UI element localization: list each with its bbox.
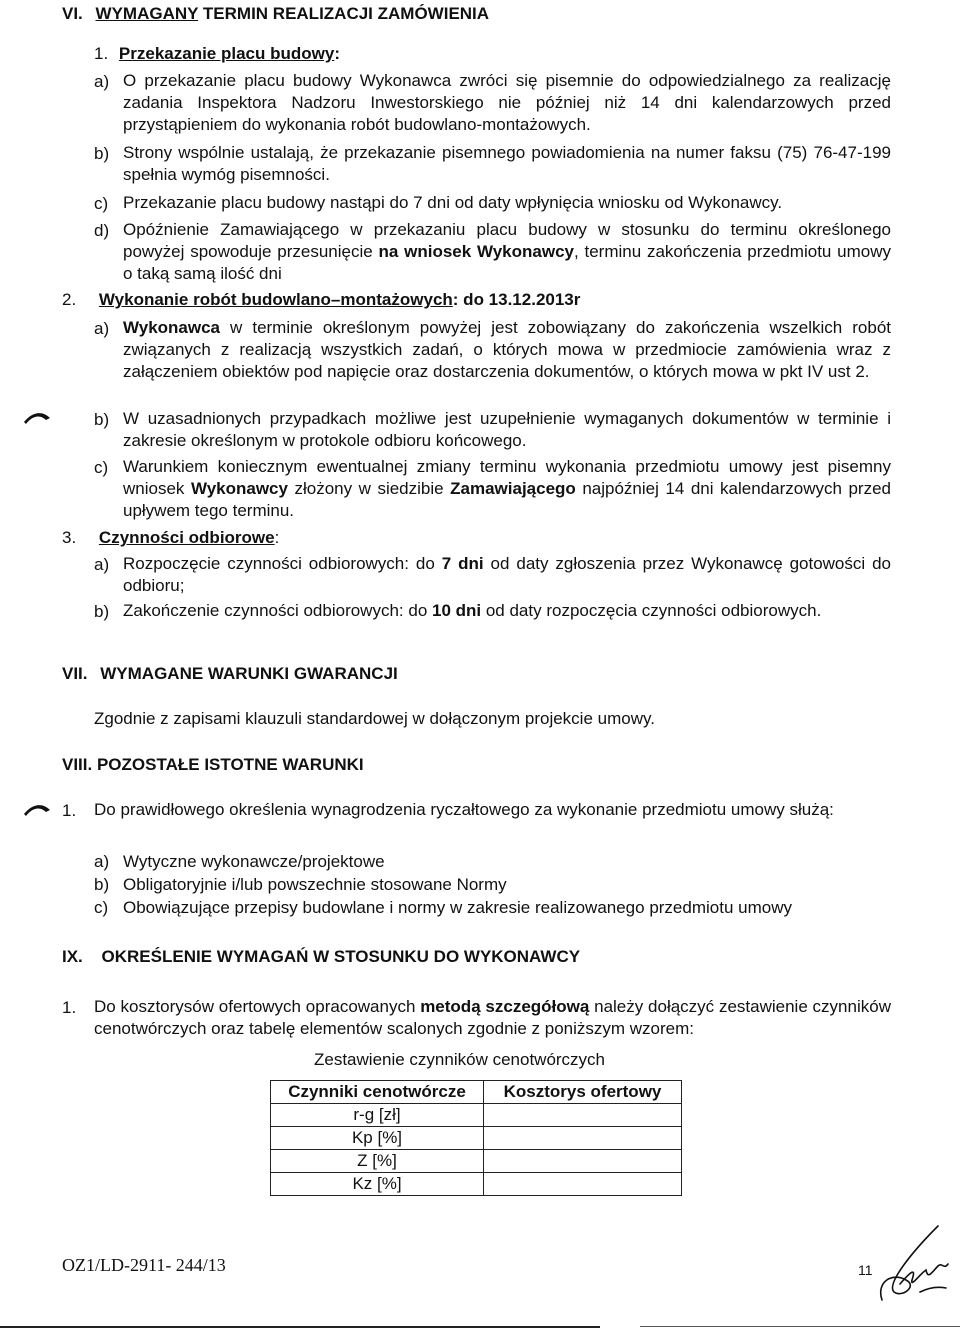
- section-number: VIII.: [62, 755, 93, 774]
- item-title: Wykonanie robót budowlano–montażowych: [98, 290, 453, 309]
- page-number: 11: [858, 1262, 873, 1278]
- section-title: WYMAGANE WARUNKI GWARANCJI: [100, 664, 398, 683]
- text-run: , terminu zakończenia przedmiotu umowy o taką samą ilość dni: [123, 242, 891, 283]
- table-cell: [484, 1150, 682, 1173]
- section-title: TERMIN REALIZACJI ZAMÓWIENIA: [202, 4, 490, 23]
- text-run: od daty zgłoszenia przez Wykonawcę gotowości do odbioru;: [123, 554, 891, 595]
- paragraph-viii-1: Do prawidłowego określenia wynagrodzenia ryczałtowego za wykonanie przedmiotu umowy służą:: [94, 800, 834, 819]
- item-title: Przekazanie placu budowy: [118, 44, 335, 63]
- paragraph-2a: [123, 317, 891, 383]
- label: c): [94, 898, 109, 917]
- text-run: złożony w siedzibie: [287, 479, 451, 498]
- bold-run: Wykonawcy: [190, 479, 288, 498]
- paragraph-3a: [123, 553, 891, 597]
- label: b): [94, 602, 110, 621]
- paragraph-2c: [123, 456, 891, 522]
- table-cell: Kp [%]: [271, 1127, 484, 1150]
- section-number: VI.: [62, 4, 83, 23]
- paragraph-ix-1: [94, 996, 891, 1040]
- item-colon: :: [274, 528, 280, 547]
- label: a): [94, 555, 110, 574]
- list-item: Wytyczne wykonawcze/projektowe: [123, 852, 385, 871]
- table-row: [271, 1104, 682, 1127]
- text-run: Warunkiem koniecznym ewentualnej zmiany terminu wykonania przedmiotu umowy jest pisemny wniosek: [123, 457, 891, 498]
- item-title: Czynności odbiorowe: [98, 528, 275, 547]
- paragraph-2b: W uzasadnionych przypadkach możliwe jest uzupełnienie wymaganych dokumentów w terminie i zakresie określonym w protokole odbioru końcowego.: [123, 409, 891, 450]
- margin-mark: [22, 406, 52, 426]
- table-header-cell: Kosztorys ofertowy: [484, 1081, 682, 1104]
- margin-mark: [22, 798, 52, 818]
- item-1-heading: [94, 44, 340, 64]
- section-ix-heading: [62, 947, 580, 967]
- label: b): [94, 875, 110, 894]
- label: d): [94, 221, 110, 240]
- section-viii-heading: [62, 755, 364, 775]
- item-3-heading: [62, 528, 279, 548]
- paragraph-1b: Strony wspólnie ustalają, że przekazanie pisemnego powiadomienia na numer faksu (75) 76-47-199 spełnia wymóg pisemności.: [123, 143, 891, 184]
- item-number: 1.: [94, 44, 109, 63]
- cost-factors-table: [270, 1080, 682, 1196]
- list-item: Obowiązujące przepisy budowlane i normy w zakresie realizowanego przedmiotu umowy: [123, 898, 792, 917]
- table-row: [271, 1150, 682, 1173]
- bold-run: metodą szczegółową: [420, 997, 590, 1016]
- table-row: [271, 1173, 682, 1196]
- table-caption: Zestawienie czynników cenotwórczych: [314, 1050, 606, 1069]
- text-run: Rozpoczęcie czynności odbiorowych: do: [123, 554, 442, 573]
- label: a): [94, 72, 110, 91]
- text-run: Do kosztorysów ofertowych opracowanych: [94, 997, 421, 1016]
- bold-run: Zamawiającego: [450, 479, 576, 498]
- section-vi-heading: [62, 4, 489, 24]
- section-title-underlined: WYMAGANY: [95, 4, 199, 23]
- bold-run: Wykonawca: [123, 318, 221, 337]
- paragraph-vii: Zgodnie z zapisami klauzuli standardowej w dołączonym projekcie umowy.: [94, 709, 655, 728]
- paragraph-1c: Przekazanie placu budowy nastąpi do 7 dni od daty wpłynięcia wniosku od Wykonawcy.: [123, 193, 783, 212]
- table-header-row: [271, 1081, 682, 1104]
- section-vii-heading: [62, 664, 398, 684]
- item-2-heading: [62, 290, 580, 310]
- list-item: Obligatoryjnie i/lub powszechnie stosowane Normy: [123, 875, 507, 894]
- item-number: 1.: [62, 801, 77, 820]
- paragraph-1a: O przekazanie placu budowy Wykonawca zwróci się pisemnie do odpowiedzialnego za realizację zadania Inspektora Nadzoru Inwestorskiego nie później niż 14 dni kalendarzowych przed przystąpieniem do wykonania robót budowlano-montażowych.: [123, 71, 891, 134]
- item-number: 1.: [62, 998, 77, 1017]
- bottom-rule: [0, 1326, 600, 1328]
- text-run: Opóźnienie Zamawiającego w przekazaniu placu budowy w stosunku do terminu określonego powyżej spowoduje przesunięcie: [123, 220, 891, 261]
- label: c): [94, 458, 109, 477]
- label: a): [94, 852, 110, 871]
- bold-run: 10 dni: [432, 601, 482, 620]
- section-number: IX.: [62, 947, 83, 966]
- bold-run: na wniosek Wykonawcy: [378, 242, 574, 261]
- item-colon: :: [334, 44, 340, 63]
- table-cell: [484, 1127, 682, 1150]
- bottom-rule: [640, 1326, 960, 1327]
- document-reference: OZ1/LD-2911- 244/13: [62, 1255, 226, 1275]
- bold-run: 7 dni: [441, 554, 484, 573]
- section-title: POZOSTAŁE ISTOTNE WARUNKI: [96, 755, 364, 774]
- text-run: Zakończenie czynności odbiorowych: do: [123, 601, 432, 620]
- table-cell: Kz [%]: [271, 1173, 484, 1196]
- handwritten-signature: [872, 1222, 952, 1304]
- section-number: VII.: [62, 664, 88, 683]
- paragraph-3b: [123, 600, 891, 622]
- table-cell: r-g [zł]: [271, 1104, 484, 1127]
- item-number: 2.: [62, 290, 77, 309]
- item-suffix: : do 13.12.2013r: [452, 290, 581, 309]
- label: c): [94, 194, 109, 213]
- label: a): [94, 319, 110, 338]
- table-cell: [484, 1104, 682, 1127]
- label: b): [94, 410, 110, 429]
- text-run: należy dołączyć zestawienie czynników cenotwórczych oraz tabelę elementów scalonych zgodnie z poniższym wzorem:: [94, 997, 891, 1038]
- label: b): [94, 144, 110, 163]
- item-number: 3.: [62, 528, 77, 547]
- text-run: najpóźniej 14 dni kalendarzowych przed upływem tego terminu.: [123, 479, 892, 520]
- paragraph-1d: [123, 219, 891, 285]
- text-run: od daty rozpoczęcia czynności odbiorowych.: [481, 601, 822, 620]
- table-row: [271, 1127, 682, 1150]
- section-title: OKREŚLENIE WYMAGAŃ W STOSUNKU DO WYKONAWCY: [101, 947, 581, 966]
- table-header-cell: Czynniki cenotwórcze: [271, 1081, 484, 1104]
- table-cell: [484, 1173, 682, 1196]
- table-cell: Z [%]: [271, 1150, 484, 1173]
- text-run: w terminie określonym powyżej jest zobowiązany do zakończenia wszelkich robót związanych z realizacją wszystkich zadań, o których mowa w przedmiocie zamówienia wraz z załączeniem obiektów pod napięcie oraz dostarczenia dokumentów, o których mowa w pkt IV ust 2.: [123, 318, 891, 381]
